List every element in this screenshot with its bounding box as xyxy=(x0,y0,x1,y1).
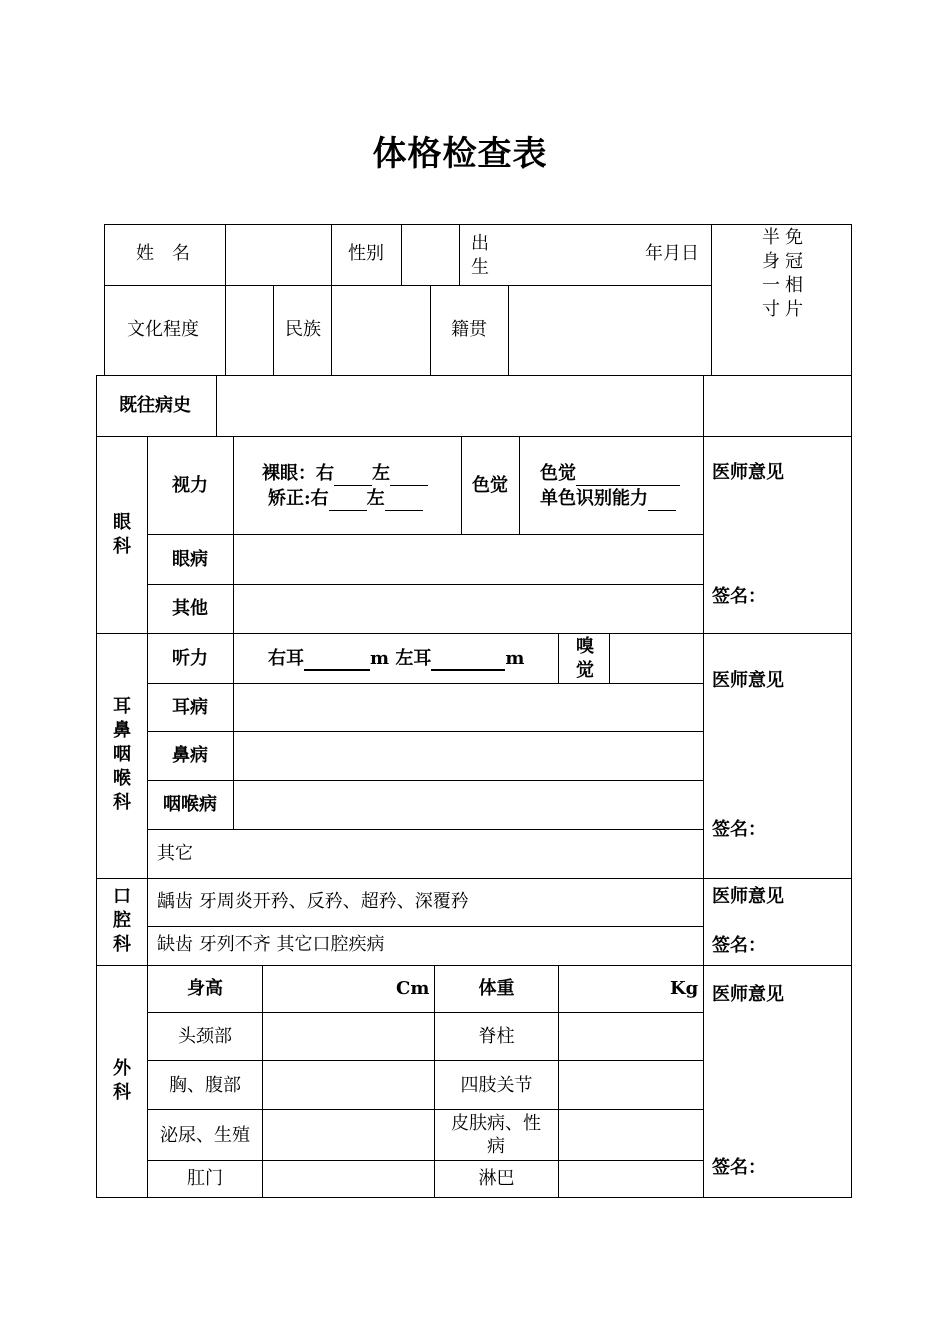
anus-label: 肛门 xyxy=(187,1168,223,1189)
name-field[interactable] xyxy=(226,225,331,285)
limbs-field[interactable] xyxy=(559,1061,703,1109)
color-vision-label: 色觉 xyxy=(472,475,508,496)
hearing-line: 右耳 m 左耳 m xyxy=(268,648,525,669)
education-field[interactable] xyxy=(226,286,273,375)
head-neck-field[interactable] xyxy=(263,1013,434,1060)
surgery-doctor-opinion: 医师意见 xyxy=(712,984,784,1005)
chest-abdomen-label: 胸、腹部 xyxy=(169,1075,241,1096)
oral-signature: 签名： xyxy=(712,935,766,956)
photo-label-col2: 免冠相片 xyxy=(785,227,803,320)
throat-disease-label: 咽喉病 xyxy=(163,794,217,815)
history-field[interactable] xyxy=(217,376,703,436)
naked-eye-line: 裸眼：右 左 xyxy=(262,462,428,486)
eye-other-label: 其他 xyxy=(172,598,208,619)
birth-label-2: 生 xyxy=(471,257,489,278)
spine-label: 脊柱 xyxy=(478,1026,515,1047)
gender-field[interactable] xyxy=(402,225,459,285)
anus-field[interactable] xyxy=(263,1161,434,1197)
photo-label-col1: 半身一寸 xyxy=(762,227,780,320)
height-label: 身高 xyxy=(187,978,223,999)
nose-disease-label: 鼻病 xyxy=(172,745,208,766)
eye-disease-field[interactable] xyxy=(234,535,703,584)
eye-doctor-opinion: 医师意见 xyxy=(712,462,784,483)
mono-color-line: 单色识别能力 xyxy=(540,487,676,511)
gender-label: 性别 xyxy=(348,243,384,264)
lymph-field[interactable] xyxy=(559,1161,703,1197)
oral-row2: 缺齿 牙列不齐 其它口腔疾病 xyxy=(157,934,385,955)
skin-label: 皮肤病、性病 xyxy=(451,1113,541,1157)
ethnicity-label: 民族 xyxy=(285,319,321,340)
name-label: 姓 名 xyxy=(136,243,190,264)
oral-row1: 龋齿 牙周炎开矜、反矜、超矜、深覆矜 xyxy=(157,891,469,912)
weight-label: 体重 xyxy=(478,978,515,999)
ear-disease-label: 耳病 xyxy=(172,697,208,718)
nose-disease-field[interactable] xyxy=(234,732,703,780)
surgery-signature: 签名： xyxy=(712,1157,766,1178)
native-place-label: 籍贯 xyxy=(451,319,487,340)
corrected-eye-line: 矫正:右 左 xyxy=(268,487,423,511)
height-unit: Cm xyxy=(396,978,430,999)
ent-doctor-opinion: 医师意见 xyxy=(712,670,784,691)
ethnicity-field[interactable] xyxy=(332,286,430,375)
urogenital-label: 泌尿、生殖 xyxy=(160,1125,250,1146)
oral-section-label: 口腔科 xyxy=(113,886,131,955)
education-label: 文化程度 xyxy=(127,319,199,340)
weight-unit: Kg xyxy=(670,978,699,999)
hearing-label: 听力 xyxy=(172,648,208,669)
chest-abdomen-field[interactable] xyxy=(263,1061,434,1109)
skin-field[interactable] xyxy=(559,1110,703,1160)
smell-label: 嗅觉 xyxy=(576,636,594,681)
throat-disease-field[interactable] xyxy=(234,781,703,829)
page-title: 体格检查表 xyxy=(372,134,548,174)
eye-section-label: 眼科 xyxy=(113,512,131,557)
history-label: 既往病史 xyxy=(119,395,191,416)
eye-signature: 签名： xyxy=(712,586,766,607)
eye-disease-label: 眼病 xyxy=(172,549,208,570)
lymph-label: 淋巴 xyxy=(478,1168,515,1189)
color-vision-line: 色觉 xyxy=(540,462,680,486)
head-neck-label: 头颈部 xyxy=(178,1026,232,1047)
ent-signature: 签名： xyxy=(712,819,766,840)
surgery-section-label: 外科 xyxy=(113,1058,131,1103)
ear-disease-field[interactable] xyxy=(234,684,703,731)
ent-other-label: 其它 xyxy=(157,843,193,864)
oral-doctor-opinion: 医师意见 xyxy=(712,886,784,907)
limbs-label: 四肢关节 xyxy=(460,1075,533,1096)
spine-field[interactable] xyxy=(559,1013,703,1060)
ent-section-label: 耳鼻咽喉科 xyxy=(113,696,131,813)
smell-field[interactable] xyxy=(610,634,703,683)
birth-date-label: 年月日 xyxy=(645,243,699,264)
birth-label-1: 出 xyxy=(471,233,489,254)
eye-other-field[interactable] xyxy=(234,585,703,633)
native-place-field[interactable] xyxy=(509,286,711,375)
vision-label: 视力 xyxy=(172,475,208,496)
urogenital-field[interactable] xyxy=(263,1110,434,1160)
